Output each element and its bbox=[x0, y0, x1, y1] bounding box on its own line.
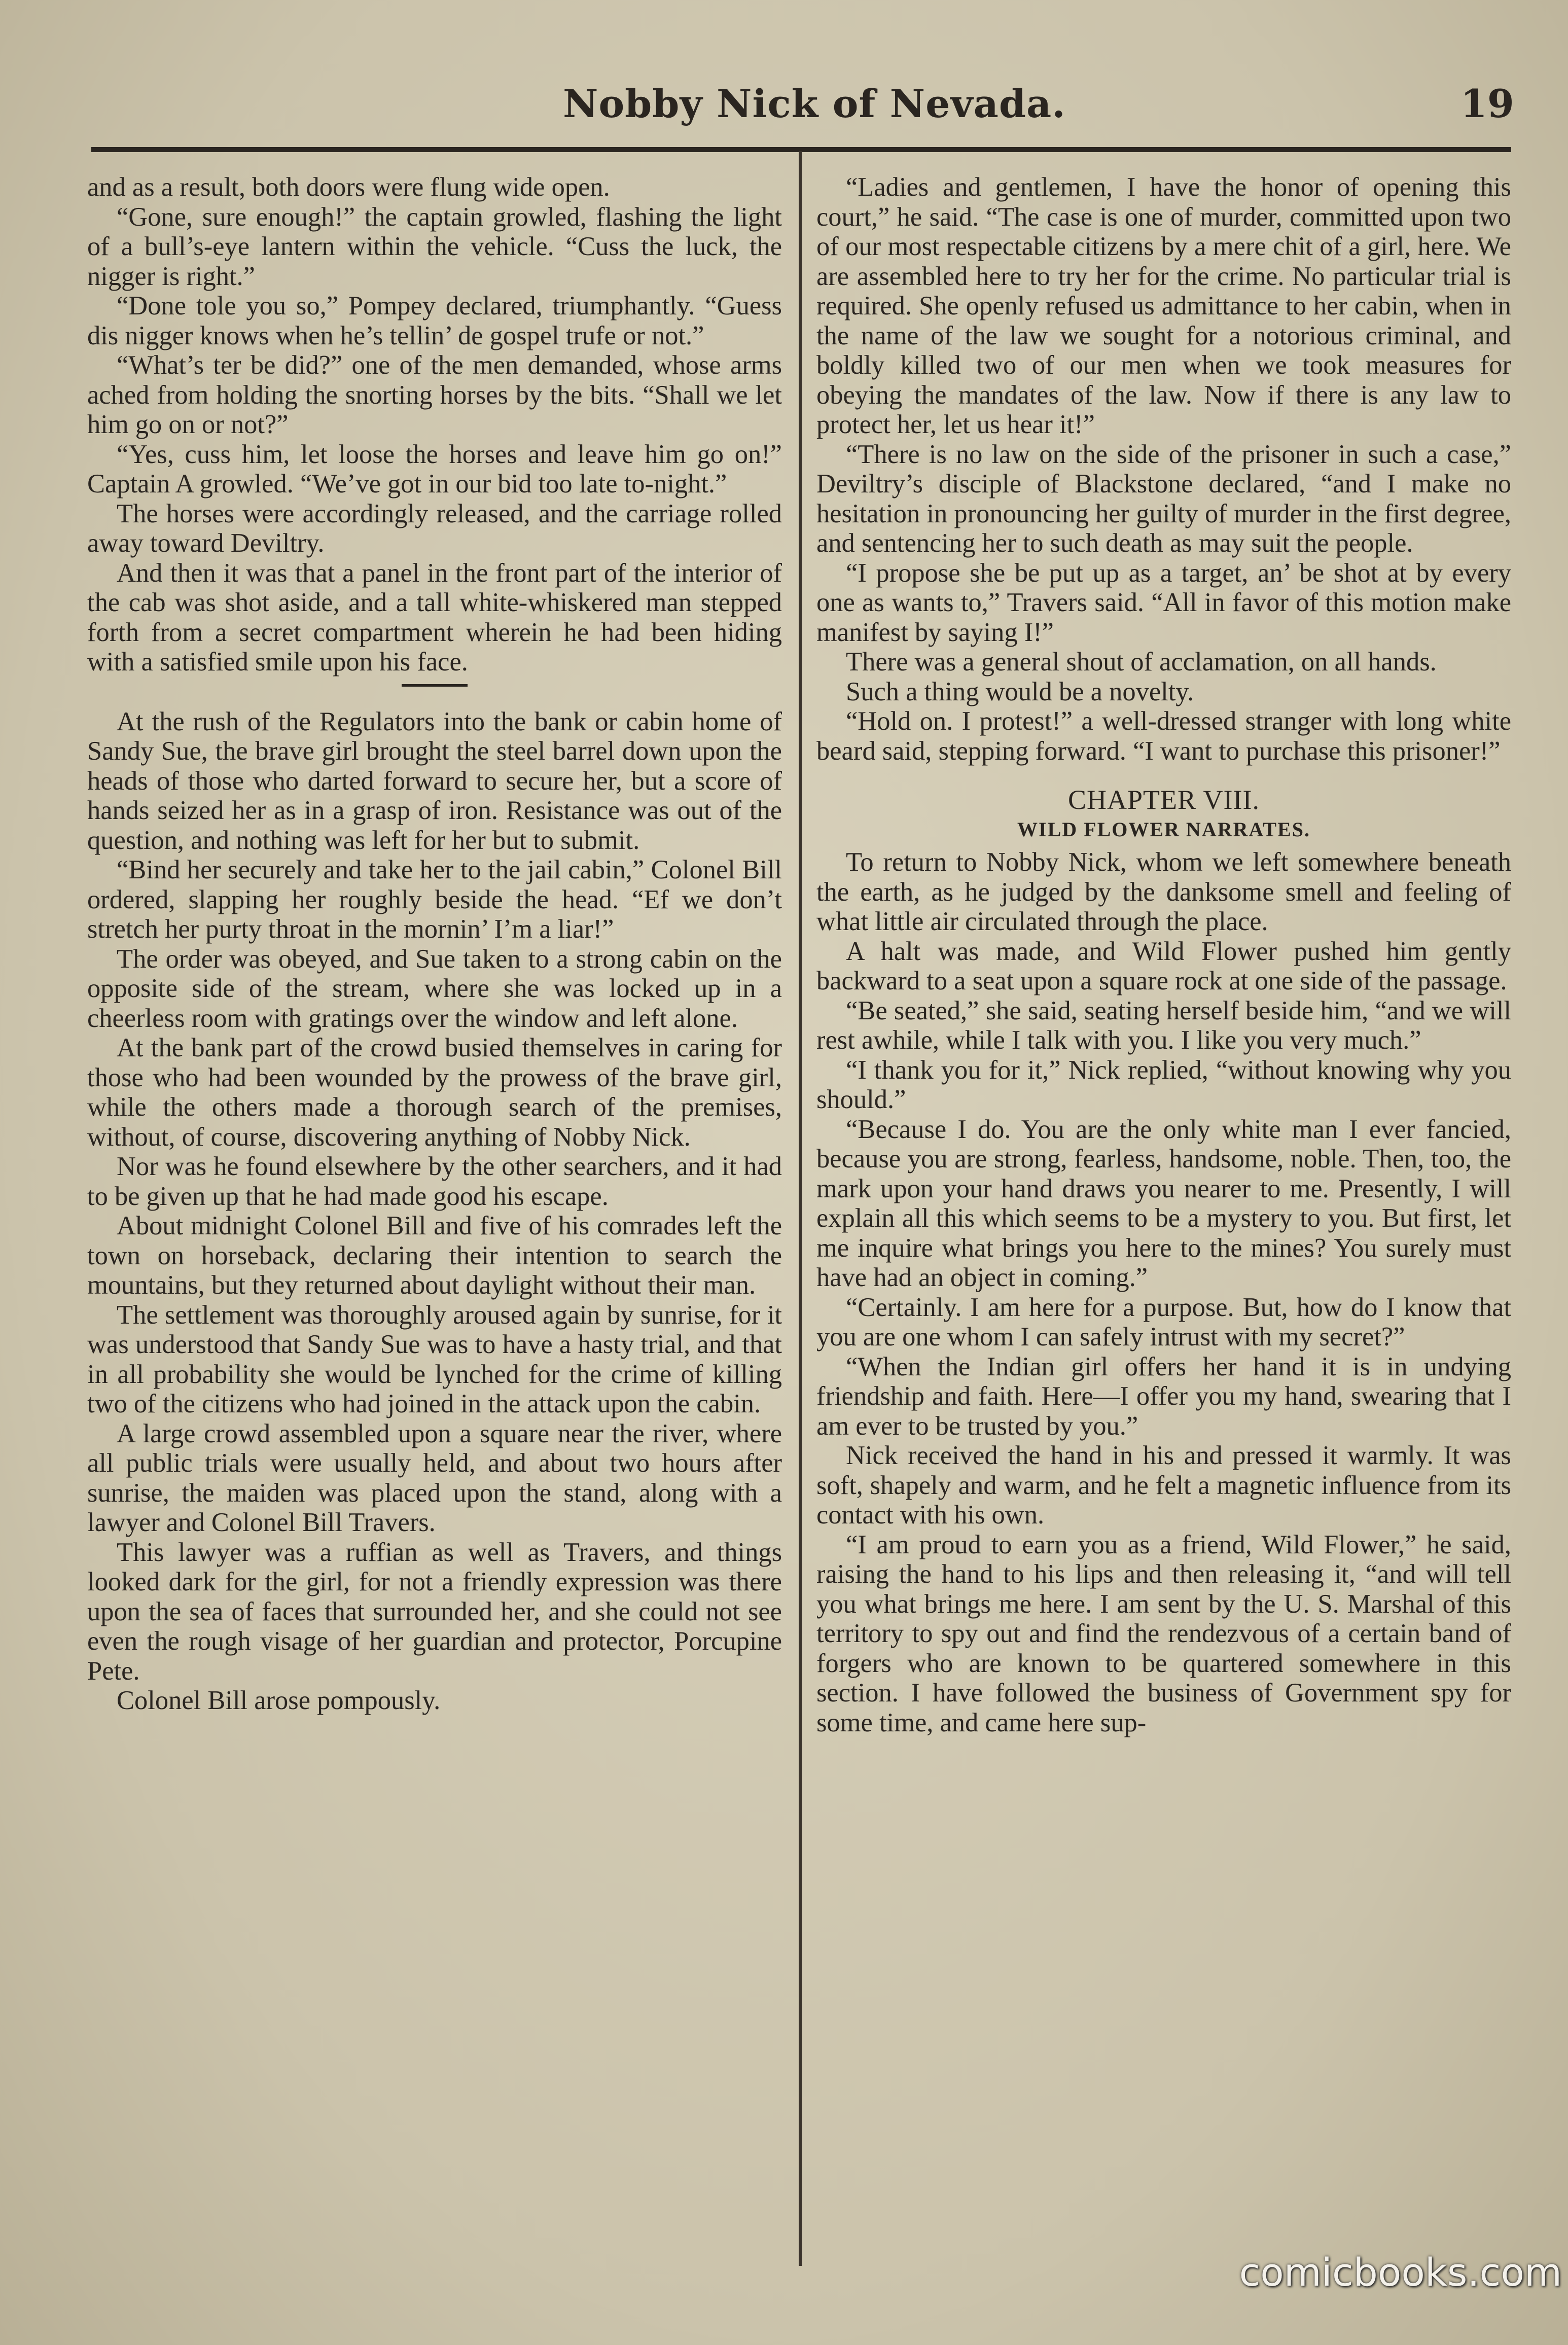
paragraph: “Yes, cuss him, let loose the horses and leave him go on!” Captain A growled. “We’ve got in our bid too late to-night.” bbox=[87, 439, 782, 499]
paragraph: “What’s ter be did?” one of the men demanded, whose arms ached from holding the snorting horses by the bits. “Shall we let him go on or not?” bbox=[87, 350, 782, 439]
paragraph: “Gone, sure enough!” the captain growled, flashing the light of a bull’s-eye lantern within the vehicle. “Cuss the luck, the nigger is right.” bbox=[87, 202, 782, 291]
page-number: 19 bbox=[1460, 81, 1514, 126]
paragraph: There was a general shout of acclamation, on all hands. bbox=[846, 647, 1437, 677]
chapter-subheading: WILD FLOWER NARRATES. bbox=[1017, 818, 1310, 841]
paragraph: “I thank you for it,” Nick replied, “without knowing why you should.” bbox=[816, 1055, 1511, 1114]
paragraph: “Be seated,” she said, seating herself beside him, “and we will rest awhile, while I talk with you. I like you very much.” bbox=[816, 996, 1511, 1055]
paragraph: “Because I do. You are the only white man I ever fancied, because you are strong, fearless, handsome, noble. Then, too, the mark upon your hand draws you nearer to me. Presently, I will explain all this which seems to be a mystery to you. But first, let me inquire what brings you here to the mines? You surely must have had an object in coming.” bbox=[816, 1114, 1511, 1292]
paragraph: Colonel Bill arose pompously. bbox=[117, 1686, 441, 1715]
column-divider bbox=[799, 151, 802, 2266]
paragraph: At the rush of the Regulators into the bank or cabin home of Sandy Sue, the brave girl brought the steel barrel down upon the heads of those who darted forward to secure her, but a score of hands seized her as in a grasp of iron. Resistance was out of the question, and nothing was left for her but to submit. bbox=[87, 706, 782, 855]
chapter-heading: CHAPTER VIII. bbox=[1067, 785, 1260, 815]
paragraph: The horses were accordingly released, and the carriage rolled away toward Deviltry. bbox=[87, 499, 782, 558]
paragraph: “I am proud to earn you as a friend, Wild Flower,” he said, raising the hand to his lips and then releasing it, “and will tell you what brings me here. I am sent by the U. S. Marshal of this territory to spy out and find the rendezvous of a certain band of forgers who are known to be quartered somewhere in this section. I have followed the business of Government spy for some time, and came here sup- bbox=[816, 1530, 1511, 1737]
paragraph: Nick received the hand in his and pressed it warmly. It was soft, shapely and warm, and he felt a magnetic influence from its contact with his own. bbox=[816, 1441, 1511, 1530]
paragraph: Such a thing would be a novelty. bbox=[846, 677, 1194, 706]
paragraph: The order was obeyed, and Sue taken to a strong cabin on the opposite side of the stream, where she was locked up in a cheerless room with gratings over the window and left alone. bbox=[87, 944, 782, 1033]
paragraph: At the bank part of the crowd busied themselves in caring for those who had been wounded by the prowess of the brave girl, while the others made a thorough search of the premises, without, of course, discovering anything of Nobby Nick. bbox=[87, 1033, 782, 1152]
paragraph: “I propose she be put up as a target, an’ be shot at by every one as wants to,” Travers said. “All in favor of this motion make manifest by saying I!” bbox=[816, 558, 1511, 647]
paragraph: “Certainly. I am here for a purpose. But, how do I know that you are one whom I can safely intrust with my secret?” bbox=[816, 1292, 1511, 1352]
paragraph: “Hold on. I protest!” a well-dressed stranger with long white beard said, stepping forward. “I want to purchase this prisoner!” bbox=[816, 706, 1511, 766]
right-column bbox=[816, 172, 1511, 2287]
paragraph: and as a result, both doors were flung wide open. bbox=[87, 172, 610, 202]
running-title: Nobby Nick of Nevada. bbox=[563, 81, 1066, 126]
paragraph: This lawyer was a ruffian as well as Travers, and things looked dark for the girl, for not a friendly expression was there upon the sea of faces that surrounded her, and she could not see even the rough visage of her guardian and protector, Porcupine Pete. bbox=[87, 1537, 782, 1686]
paragraph: Nor was he found elsewhere by the other searchers, and it had to be given up that he had made good his escape. bbox=[87, 1152, 782, 1211]
paragraph: And then it was that a panel in the front part of the interior of the cab was shot aside, and a tall white-whiskered man stepped forth from a secret compartment wherein he had been hiding with a satisfied smile upon his face. bbox=[87, 558, 782, 677]
paragraph: “Bind her securely and take her to the jail cabin,” Colonel Bill ordered, slapping her roughly beside the head. “Ef we don’t stretch her purty throat in the mornin’ I’m a liar!” bbox=[87, 855, 782, 944]
page-header bbox=[0, 81, 1568, 137]
paragraph: To return to Nobby Nick, whom we left somewhere beneath the earth, as he judged by the danksome smell and feeling of what little air circulated through the place. bbox=[816, 847, 1511, 936]
left-column bbox=[87, 172, 782, 2287]
paragraph: About midnight Colonel Bill and five of his comrades left the town on horseback, declaring their intention to search the mountains, but they returned about daylight without their man. bbox=[87, 1211, 782, 1300]
paragraph: The settlement was thoroughly aroused again by sunrise, for it was understood that Sandy Sue was to have a hasty trial, and that in all probability she would be lynched for the crime of killing two of the citizens who had joined in the attack upon the cabin. bbox=[87, 1300, 782, 1418]
paragraph: “Ladies and gentlemen, I have the honor of opening this court,” he said. “The case is one of murder, committed upon two of our most respectable citizens by a mere chit of a girl, here. We are assembled here to try her for the crime. No particular trial is required. She openly refused us admittance to her cabin, when in the name of the law we sought for a notorious criminal, and boldly killed two of our men when we took measures for obeying the mandates of the law. Now if there is any law to protect her, let us hear it!” bbox=[816, 172, 1511, 439]
paragraph: “There is no law on the side of the prisoner in such a case,” Deviltry’s disciple of Blackstone declared, “and I make no hesitation in pronouncing her guilty of murder in the first degree, and sentencing her to such death as may suit the people. bbox=[816, 439, 1511, 558]
paragraph: “Done tole you so,” Pompey declared, triumphantly. “Guess dis nigger knows when he’s tellin’ de gospel trufe or not.” bbox=[87, 291, 782, 350]
paragraph: “When the Indian girl offers her hand it is in undying friendship and faith. Here—I offer you my hand, swearing that I am ever to be trusted by you.” bbox=[816, 1352, 1511, 1441]
paragraph: A halt was made, and Wild Flower pushed him gently backward to a seat upon a square rock at one side of the passage. bbox=[816, 936, 1511, 996]
watermark: comicbooks.com bbox=[1239, 2250, 1562, 2295]
paragraph: A large crowd assembled upon a square near the river, where all public trials were usually held, and about two hours after sunrise, the maiden was placed upon the stand, along with a lawyer and Colonel Bill Travers. bbox=[87, 1418, 782, 1537]
section-divider bbox=[402, 684, 468, 687]
